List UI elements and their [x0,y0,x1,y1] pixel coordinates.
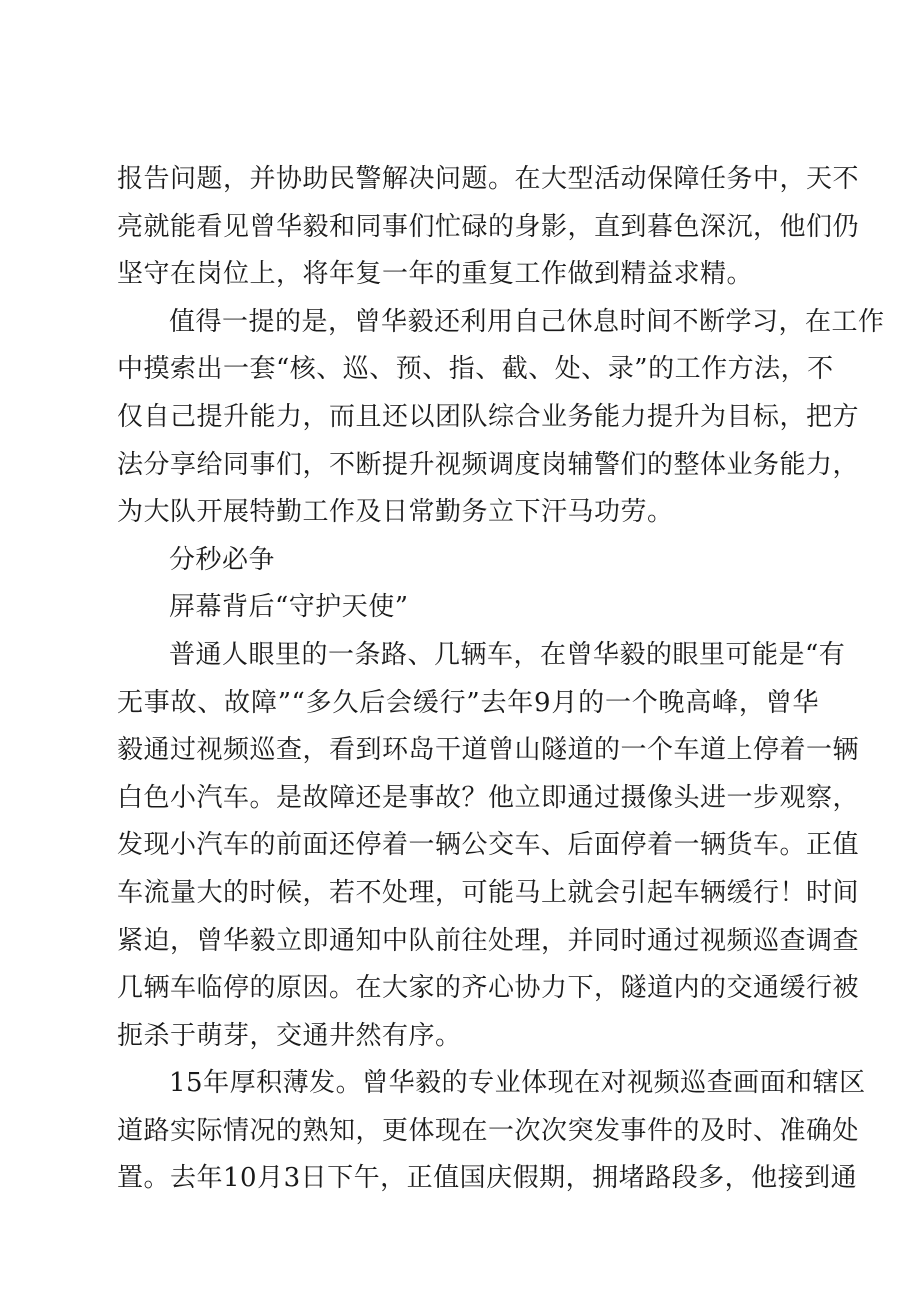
text-line: 屏幕背后“守护天使” [169,592,409,623]
text-line: 值得一提的是，曾华毅还利用自己休息时间不断学习，在工作 [169,306,885,337]
text-line: 中摸索出一套“核、巡、预、指、截、处、录”的工作方法，不 [117,354,834,385]
section-subheading [117,537,819,585]
text-line: 坚守在岗位上，将年复一年的重复工作做到精益求精。 [117,259,754,290]
text-line: 车流量大的时候，若不处理，可能马上就会引起车辆缓行！时间 [117,877,860,908]
text-line: 无事故、故障”“多久后会缓行”去年9月的一个晚高峰，曾华 [117,687,819,718]
paragraph-6 [117,1060,866,1203]
paragraph-1 [117,156,860,299]
text-line: 紧迫，曾华毅立即通知中队前往处理，并同时通过视频巡查调查 [117,925,860,956]
paragraph-5 [117,632,860,1060]
text-line: 分秒必争 [169,544,276,575]
text-line: 扼杀于萌芽，交通井然有序。 [117,1020,462,1051]
text-line: 普通人眼里的一条路、几辆车，在曾华毅的眼里可能是“有 [169,639,846,670]
text-line: 白色小汽车。是故障还是事故？他立即通过摄像头进一步观察， [117,782,860,813]
text-line: 15年厚积薄发。曾华毅的专业体现在对视频巡查画面和辖区 [169,1068,866,1099]
text-line: 报告问题，并协助民警解决问题。在大型活动保障任务中，天不 [117,164,860,194]
text-line: 置。去年10月3日下午，正值国庆假期，拥堵路段多，他接到通 [117,1163,858,1194]
text-line: 道路实际情况的熟知，更体现在一次次突发事件的及时、准确处 [117,1115,860,1146]
text-line: 亮就能看见曾华毅和同事们忙碌的身影，直到暮色深沉，他们仍 [117,211,860,242]
text-line: 几辆车临停的原因。在大家的齐心协力下，隧道内的交通缓行被 [117,973,860,1004]
text-line: 仅自己提升能力，而且还以团队综合业务能力提升为目标，把方 [117,401,860,432]
paragraph-2 [117,299,885,537]
text-line: 发现小汽车的前面还停着一辆公交车、后面停着一辆货车。正值 [117,830,860,861]
text-line: 为大队开展特勤工作及日常勤务立下汗马功劳。 [117,497,674,528]
document-body [117,156,885,1203]
section-heading [117,584,819,632]
text-line: 法分享给同事们，不断提升视频调度岗辅警们的整体业务能力， [117,449,860,480]
text-line: 毅通过视频巡查，看到环岛干道曾山隧道的一个车道上停着一辆 [117,735,860,766]
